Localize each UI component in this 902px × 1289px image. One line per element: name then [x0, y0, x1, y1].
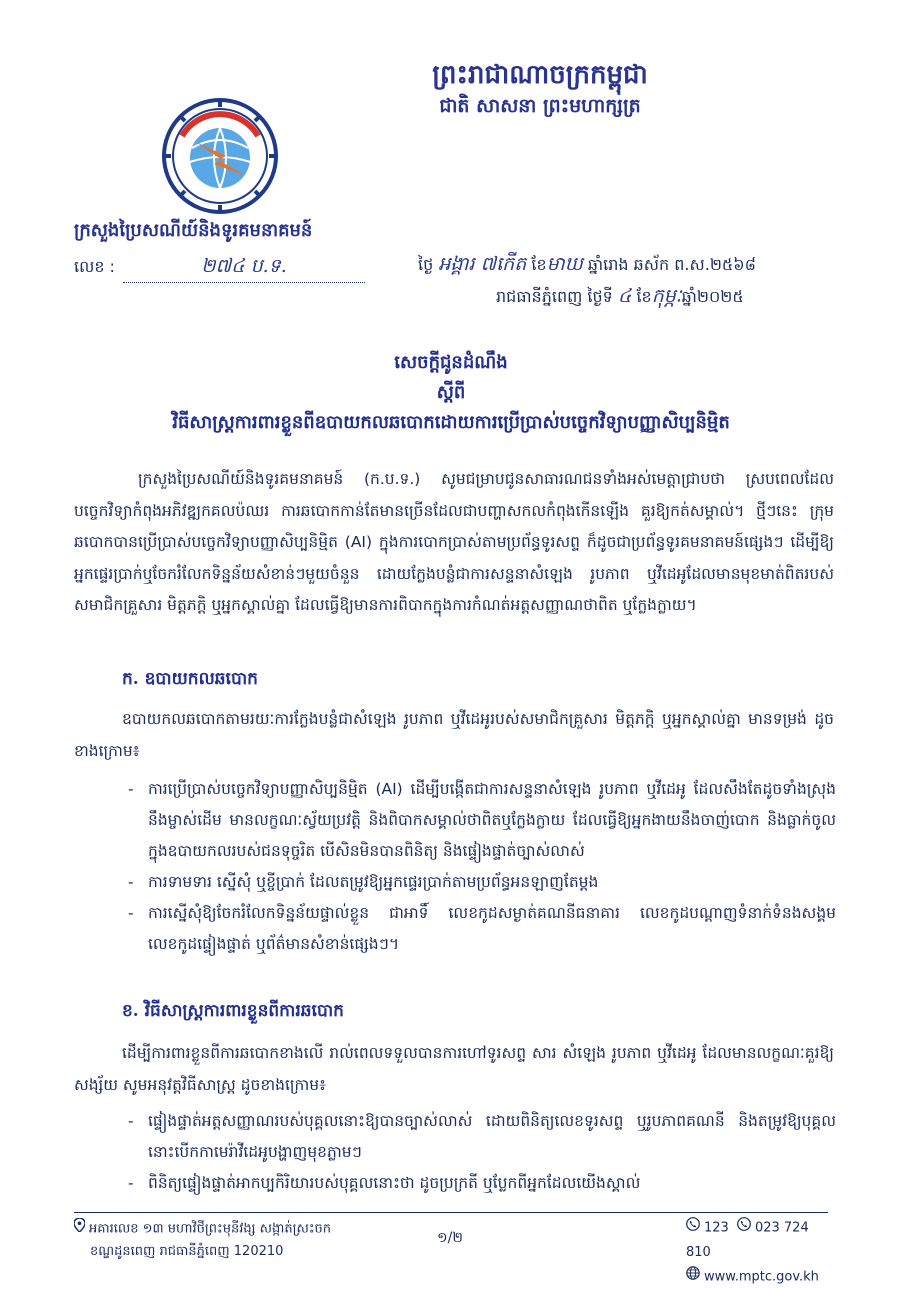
website-link[interactable]: www.mptc.gov.kh: [704, 1269, 819, 1284]
intro-paragraph: ក្រសួងប្រៃសណីយ៍និងទូរគមនាគមន៍ (ក.ប.ទ.) សូមជម្រាបជូនសាធារណជនទាំងអស់មេត្តាជ្រាបថា ស្របពេលដែលបច្ចេកវិទ្យាកំពុងអភិវឌ្ឍកគលប៉ឈរ ការឆបោកកាន់តែមានច្រើនដែលជាបញ្ហាសកលកំពុងកើនឡើង គួរឱ្យកត់សម្គាល់។ ថ្មីៗនេះ ក្រុមឆបោកបានប្រើប្រាស់បច្ចេកវិទ្យាបញ្ញាសិប្បនិម្មិត (AI) ក្នុងការបោកប្រាស់តាមប្រព័ន្ធទូរសព្ទ ក៏ដូចជាប្រព័ន្ធទូរគមនាគមន៍ផ្សេងៗ ដើម្បីឱ្យអ្នកផ្ទេរប្រាក់ឬចែករំលែកទិន្នន័យសំខាន់ៗមួយចំនួន ដោយក្លែងបន្លំជាការសន្ទនាសំឡេង រូបភាព ឬវីដេអូដែលមានមុខមាត់ពិតរបស់សមាជិកគ្រួសារ មិត្តភក្តិ ឬអ្នកស្គាល់គ្នា ដែលធ្វើឱ្យមានការពិបាកក្នុងការកំណត់អត្តសញ្ញាណថាពិត ឬក្លែងក្លាយ។: [74, 470, 834, 614]
address-line-1: អគារលេខ ១៣ មហាវិថីព្រះមុនីវង្ស សង្កាត់ស្រះចក: [89, 1221, 332, 1237]
section-a-heading: ក. ឧបាយកលឆបោក: [122, 669, 258, 689]
section-b-list: [128, 1106, 836, 1199]
list-item: - ផ្ទៀងផ្ទាត់អត្តសញ្ញាណរបស់បុគ្គលនោះឱ្យបានច្បាស់លាស់ ដោយពិនិត្យលេខទូរសព្ទ ឬរូបភាពគណនី និងតម្រូវឱ្យបុគ្គលនោះបើកកាមេរ៉ាវីដេអូបង្ហាញមុខភ្លាមៗ: [128, 1112, 836, 1161]
page-number: ១/២: [437, 1230, 463, 1246]
lunar-month: មាឃ: [546, 253, 583, 275]
solar-month: កុម្ភៈ: [651, 285, 682, 307]
list-item-text: ពិនិត្យផ្ទៀងផ្ទាត់អាកប្បកិរិយារបស់បុគ្គលនោះថា ដូចប្រក្រតី ឬប្លែកពីអ្នកដែលយើងស្គាល់: [148, 1174, 641, 1192]
phone-icon: [686, 1216, 700, 1240]
lunar-suffix: ឆ្នាំរោង ឆស័ក ព.ស.២៥៦៨: [587, 255, 756, 274]
section-a-paragraph: ឧបាយកលឆបោកតាមរយៈការក្លែងបន្លំជាសំឡេង រូបភាព ឬវីដេអូរបស់សមាជិកគ្រួសារ មិត្តភក្តិ ឬអ្នកស្គាល់គ្នា មានទម្រង់ ដូចខាងក្រោម៖: [74, 710, 834, 760]
footer-divider: [74, 1212, 828, 1213]
footer-contact: [686, 1216, 836, 1289]
list-item: - ការស្នើសុំឱ្យចែករំលែកទិន្នន័យផ្ទាល់ខ្លួន ជាអាទិ៍ លេខកូដសម្ងាត់គណនីធនាគារ លេខកូដបណ្តាញទំនាក់ទំនងសង្គម លេខកូដផ្ទៀងផ្ទាត់ ឬព័ត៌មានសំខាន់ផ្សេងៗ។: [128, 904, 836, 953]
section-b-paragraph: ដើម្បីការពារខ្លួនពីការឆបោកខាងលើ រាល់ពេលទទួលបានការហៅទូរសព្ទ សារ សំឡេង រូបភាព ឬវីដេអូ ដែលមានលក្ខណៈគួរឱ្យសង្ស័យ សូមអនុវត្តវិធីសាស្ត្រ ដូចខាងក្រោម៖: [74, 1044, 834, 1094]
solar-date: [496, 284, 838, 312]
phone-number[interactable]: 023 724 810: [686, 1220, 809, 1260]
solar-prefix: រាជធានីភ្នំពេញ ថ្ងៃទី: [496, 287, 613, 306]
footer-address: [74, 1218, 404, 1263]
hotline-number[interactable]: 123: [704, 1220, 729, 1236]
list-item-text: ការស្នើសុំឱ្យចែករំលែកទិន្នន័យផ្ទាល់ខ្លួន ជាអាទិ៍ លេខកូដសម្ងាត់គណនីធនាគារ លេខកូដបណ្តាញទំនាក់ទំនងសង្គម លេខកូដផ្ទៀងផ្ទាត់ ឬព័ត៌មានសំខាន់ផ្សេងៗ។: [148, 904, 836, 953]
lunar-day: អង្គារ ៧កើត: [438, 253, 527, 275]
globe-icon: [686, 1265, 700, 1289]
logo-top-text: ប.ទ.ក: [208, 119, 232, 129]
notice-subject-label: ស្តីពី: [436, 382, 466, 403]
ministry-logo: [160, 96, 280, 216]
national-motto: ជាតិ សាសនា ព្រះមហាក្សត្រ: [439, 95, 641, 117]
lunar-date: [418, 252, 838, 280]
ministry-name: ក្រសួងប្រៃសណីយ៍និងទូរគមនាគមន៍: [74, 220, 313, 241]
section-b-heading: ខ. វិធីសាស្ត្រការពារខ្លួនពីការឆបោក: [122, 1001, 344, 1021]
reference-value: ២៧៤ ប.ទ.: [123, 254, 365, 283]
location-pin-icon: [74, 1218, 85, 1240]
notice-subject: វិធីសាស្ត្រការពារខ្លួនពីឧបាយកលឆបោកដោយការប្រើប្រាស់បច្ចេកវិទ្យាបញ្ញាសិប្បនិម្មិត: [172, 412, 730, 433]
list-item-text: ការប្រើប្រាស់បច្ចេកវិទ្យាបញ្ញាសិប្បនិម្មិត (AI) ដើម្បីបង្កើតជាការសន្ទនាសំឡេង រូបភាព ឬវីដេអូ ដែលសឹងតែដូចទាំងស្រុងនឹងម្ចាស់ដើម មានលក្ខណៈស្វ័យប្រវត្តិ និងពិបាកសម្គាល់ថាពិតឬក្លែងក្លាយ ដែលធ្វើឱ្យអ្នកងាយនឹងចាញ់បោក និងធ្លាក់ចូលក្នុងឧបាយកលរបស់ជនទុច្ចរិត បើសិនមិនបានពិនិត្យ និងផ្ទៀងផ្ទាត់ច្បាស់លាស់: [148, 780, 836, 860]
list-item: - ការទាមទារ ស្នើសុំ ឬខ្ចីប្រាក់ ដែលតម្រូវឱ្យអ្នកផ្ទេរប្រាក់តាមប្រព័ន្ធអនឡាញតែម្តង: [128, 873, 599, 891]
list-item: - ពិនិត្យផ្ទៀងផ្ទាត់អាកប្បកិរិយារបស់បុគ្គលនោះថា ដូចប្រក្រតី ឬប្លែកពីអ្នកដែលយើងស្គាល់: [128, 1174, 641, 1192]
section-a-list: [128, 774, 836, 960]
kingdom-heading: ព្រះរាជាណាចក្រកម្ពុជា: [432, 60, 648, 90]
phone-icon: [737, 1216, 751, 1240]
lunar-prefix: ថ្ងៃ: [418, 255, 434, 274]
list-item-text: ការទាមទារ ស្នើសុំ ឬខ្ចីប្រាក់ ដែលតម្រូវឱ្យអ្នកផ្ទេរប្រាក់តាមប្រព័ន្ធអនឡាញតែម្តង: [148, 873, 599, 891]
solar-suffix: ឆ្នាំ២០២៥: [681, 287, 744, 306]
address-line-2: ខណ្ឌដូនពេញ រាជធានីភ្នំពេញ 120210: [90, 1243, 284, 1259]
solar-day: ៤: [617, 285, 632, 307]
reference-label: លេខ :: [74, 257, 115, 276]
notice-title: សេចក្តីជូនដំណឹង: [394, 352, 508, 373]
lunar-mid: ខែ: [531, 255, 547, 274]
list-item: - ការប្រើប្រាស់បច្ចេកវិទ្យាបញ្ញាសិប្បនិម្មិត (AI) ដើម្បីបង្កើតជាការសន្ទនាសំឡេង រូបភាព ឬវីដេអូ ដែលសឹងតែដូចទាំងស្រុងនឹងម្ចាស់ដើម មានលក្ខណៈស្វ័យប្រវត្តិ និងពិបាកសម្គាល់ថាពិតឬក្លែងក្លាយ ដែលធ្វើឱ្យអ្នកងាយនឹងចាញ់បោក និងធ្លាក់ចូលក្នុងឧបាយកលរបស់ជនទុច្ចរិត បើសិនមិនបានពិនិត្យ និងផ្ទៀងផ្ទាត់ច្បាស់លាស់: [128, 780, 836, 860]
reference-number: [74, 254, 365, 283]
solar-mid: ខែ: [636, 287, 652, 306]
list-item-text: ផ្ទៀងផ្ទាត់អត្តសញ្ញាណរបស់បុគ្គលនោះឱ្យបានច្បាស់លាស់ ដោយពិនិត្យលេខទូរសព្ទ ឬរូបភាពគណនី និងតម្រូវឱ្យបុគ្គលនោះបើកកាមេរ៉ាវីដេអូបង្ហាញមុខភ្លាមៗ: [148, 1112, 836, 1161]
logo-bottom-text: PTC: [206, 190, 234, 201]
